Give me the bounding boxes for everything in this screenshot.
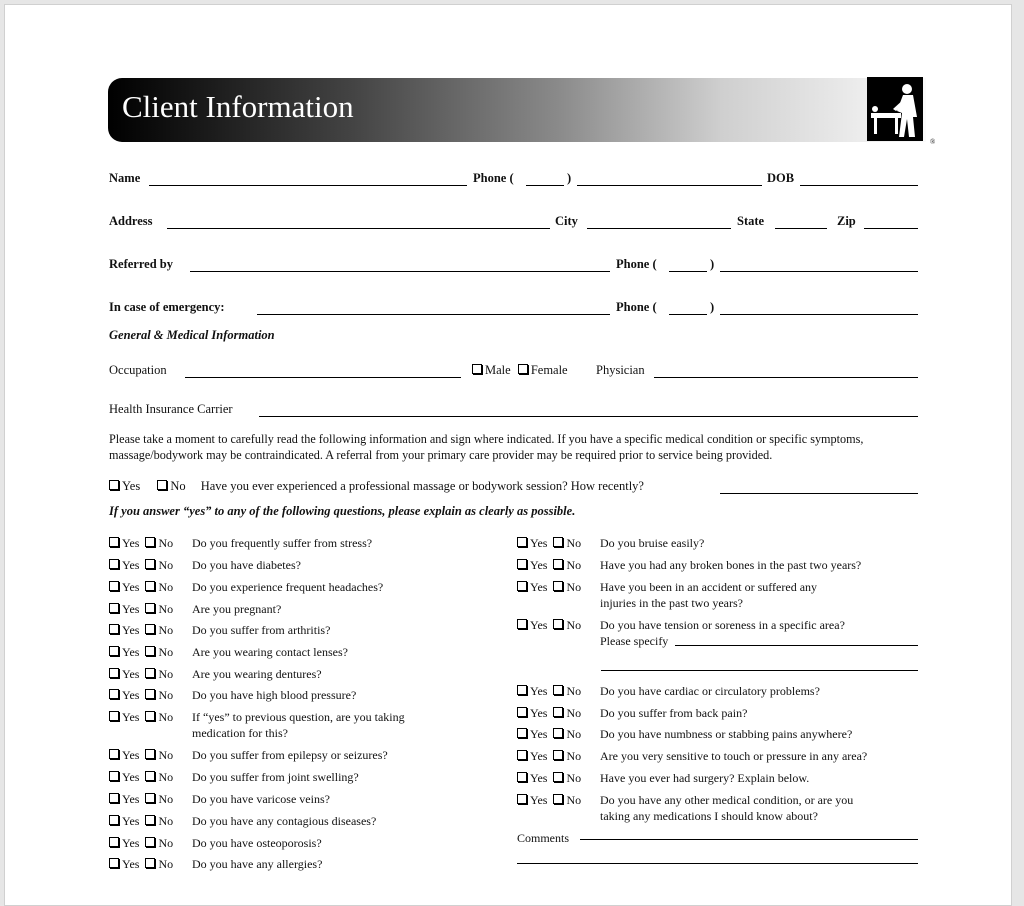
yes-no-options xyxy=(109,535,173,551)
yes-no-options xyxy=(517,535,581,551)
yes-no-options xyxy=(517,617,581,633)
yes-label: Yes xyxy=(530,706,548,720)
insurance-label: Health Insurance Carrier xyxy=(109,402,233,416)
yes-no-options xyxy=(517,748,581,764)
no-checkbox[interactable] xyxy=(145,793,155,803)
notice-paragraph: Please take a moment to carefully read the following information and sign where indicated. If you have a specific medical condition or specific symptoms, massage/bodywork may be contraindicated. A referral from your primary care provider may be required prior to service being provided. xyxy=(109,432,864,462)
yes-checkbox[interactable] xyxy=(109,793,119,803)
yes-label: Yes xyxy=(530,558,548,572)
yes-label: Yes xyxy=(122,536,140,550)
yes-label: Yes xyxy=(530,771,548,785)
state-field[interactable] xyxy=(775,228,827,229)
no-checkbox[interactable] xyxy=(145,668,155,678)
yes-no-options xyxy=(517,557,581,573)
no-checkbox[interactable] xyxy=(553,794,563,804)
page-title: Client Information xyxy=(122,89,354,124)
question-text: Do you experience frequent headaches? xyxy=(192,580,384,594)
question-text: Do you suffer from back pain? xyxy=(600,706,748,720)
question-text: Are you very sensitive to touch or pressure in any area? xyxy=(600,749,868,763)
no-label: No xyxy=(158,536,174,550)
instructions-heading: If you answer “yes” to any of the following questions, please explain as clearly as possible. xyxy=(109,504,576,518)
yes-label: Yes xyxy=(122,836,140,850)
no-label: No xyxy=(566,771,582,785)
referral-phone-label: Phone ( xyxy=(616,257,657,271)
yes-no-options xyxy=(109,709,173,725)
experience-question-text: Have you ever experienced a professional massage or bodywork session? How recently? xyxy=(200,479,644,493)
yes-no-options xyxy=(517,726,581,742)
physician-field[interactable] xyxy=(654,377,918,378)
no-label: No xyxy=(566,706,582,720)
question-text: Do you bruise easily? xyxy=(600,536,705,550)
no-label: No xyxy=(158,667,174,681)
phone-paren-close: ) xyxy=(567,171,572,185)
no-label: No xyxy=(566,536,582,550)
zip-label: Zip xyxy=(837,214,856,228)
no-checkbox[interactable] xyxy=(553,707,563,717)
no-checkbox[interactable] xyxy=(145,711,155,721)
yes-label: Yes xyxy=(530,793,548,807)
address-label: Address xyxy=(109,214,153,228)
name-label: Name xyxy=(109,171,141,185)
yes-checkbox[interactable] xyxy=(109,815,119,825)
general-medical-heading: General & Medical Information xyxy=(109,328,275,342)
no-label: No xyxy=(158,748,174,762)
no-label: No xyxy=(566,618,582,632)
question-text: Do you have high blood pressure? xyxy=(192,688,357,702)
yes-no-options xyxy=(109,835,173,851)
no-checkbox[interactable] xyxy=(145,559,155,569)
no-checkbox[interactable] xyxy=(553,772,563,782)
comments-field-2[interactable] xyxy=(517,863,918,864)
yes-checkbox[interactable] xyxy=(109,749,119,759)
question-text: Have you had any broken bones in the past two years? xyxy=(600,558,862,572)
yes-no-options xyxy=(109,622,173,638)
yes-no-options xyxy=(517,579,581,595)
no-checkbox[interactable] xyxy=(145,815,155,825)
question-text: Do you have cardiac or circulatory problems? xyxy=(600,684,820,698)
no-label: No xyxy=(158,770,174,784)
yes-checkbox[interactable] xyxy=(517,728,527,738)
yes-checkbox[interactable] xyxy=(109,711,119,721)
no-label: No xyxy=(158,623,174,637)
emergency-contact-field[interactable] xyxy=(257,314,610,315)
male-label: Male xyxy=(485,363,511,377)
no-label: No xyxy=(158,580,174,594)
yes-label: Yes xyxy=(530,727,548,741)
no-label: No xyxy=(566,727,582,741)
state-label: State xyxy=(737,214,765,228)
yes-checkbox[interactable] xyxy=(517,707,527,717)
no-checkbox[interactable] xyxy=(553,685,563,695)
question-text: Are you wearing contact lenses? xyxy=(192,645,348,659)
phone-area-code-field[interactable] xyxy=(526,185,564,186)
question-text: Do you have any allergies? xyxy=(192,857,323,871)
no-checkbox[interactable] xyxy=(145,646,155,656)
yes-checkbox[interactable] xyxy=(517,794,527,804)
yes-checkbox[interactable] xyxy=(109,646,119,656)
yes-label: Yes xyxy=(530,536,548,550)
question-text: Do you suffer from epilepsy or seizures? xyxy=(192,748,388,762)
yes-checkbox[interactable] xyxy=(517,750,527,760)
address-field[interactable] xyxy=(167,228,550,229)
question-text: Do you suffer from arthritis? xyxy=(192,623,331,637)
emergency-phone-field[interactable] xyxy=(720,314,918,315)
yes-checkbox[interactable] xyxy=(109,771,119,781)
yes-checkbox[interactable] xyxy=(517,619,527,629)
referred-by-label: Referred by xyxy=(109,257,173,271)
no-label: No xyxy=(158,857,174,871)
yes-label: Yes xyxy=(530,618,548,632)
yes-label: Yes xyxy=(122,623,140,637)
insurance-field[interactable] xyxy=(259,416,918,417)
yes-checkbox[interactable] xyxy=(517,772,527,782)
yes-label: Yes xyxy=(530,580,548,594)
no-label: No xyxy=(566,580,582,594)
yes-label: Yes xyxy=(530,749,548,763)
yes-label: Yes xyxy=(122,688,140,702)
yes-checkbox[interactable] xyxy=(109,624,119,634)
yes-checkbox[interactable] xyxy=(109,537,119,547)
yes-checkbox[interactable] xyxy=(109,858,119,868)
yes-label: Yes xyxy=(122,558,140,572)
no-checkbox[interactable] xyxy=(145,858,155,868)
no-label: No xyxy=(566,558,582,572)
experience-recency-field[interactable] xyxy=(720,493,918,494)
no-checkbox[interactable] xyxy=(145,603,155,613)
question-text: Do you have any other medical condition, or are you xyxy=(600,793,854,807)
yes-label: Yes xyxy=(122,814,140,828)
no-checkbox[interactable] xyxy=(553,619,563,629)
female-checkbox[interactable] xyxy=(518,364,528,374)
phone-label: Phone ( xyxy=(473,171,514,185)
experience-no-label: No xyxy=(170,479,186,493)
no-label: No xyxy=(566,684,582,698)
yes-label: Yes xyxy=(122,748,140,762)
question-text: Do you suffer from joint swelling? xyxy=(192,770,359,784)
yes-label: Yes xyxy=(530,684,548,698)
yes-no-options xyxy=(517,705,581,721)
gender-options xyxy=(472,363,568,378)
no-label: No xyxy=(158,792,174,806)
yes-label: Yes xyxy=(122,857,140,871)
referral-phone-paren: ) xyxy=(710,257,715,271)
emergency-phone-area-field[interactable] xyxy=(669,314,707,315)
male-checkbox[interactable] xyxy=(472,364,482,374)
yes-checkbox[interactable] xyxy=(517,537,527,547)
yes-checkbox[interactable] xyxy=(109,837,119,847)
question-text: Please specify xyxy=(600,634,669,648)
no-label: No xyxy=(158,836,174,850)
referred-by-field[interactable] xyxy=(190,271,610,272)
no-label: No xyxy=(158,645,174,659)
experience-no-checkbox[interactable] xyxy=(157,480,167,490)
physician-label: Physician xyxy=(596,363,645,377)
dob-label: DOB xyxy=(767,171,795,185)
no-checkbox[interactable] xyxy=(553,581,563,591)
yes-no-options xyxy=(109,579,173,595)
question-text: injuries in the past two years? xyxy=(600,596,743,610)
no-label: No xyxy=(158,688,174,702)
female-label: Female xyxy=(530,363,568,377)
no-label: No xyxy=(158,602,174,616)
no-label: No xyxy=(158,814,174,828)
question-text: Do you have varicose veins? xyxy=(192,792,330,806)
comments-label: Comments xyxy=(517,831,570,845)
yes-no-options xyxy=(109,687,173,703)
question-text: Have you been in an accident or suffered any xyxy=(600,580,818,594)
question-text: Do you have numbness or stabbing pains anywhere? xyxy=(600,727,853,741)
question-text: taking any medications I should know about? xyxy=(600,809,818,823)
no-label: No xyxy=(566,793,582,807)
question-text: Have you ever had surgery? Explain below. xyxy=(600,771,810,785)
yes-label: Yes xyxy=(122,792,140,806)
massage-therapist-logo-icon xyxy=(867,77,923,141)
yes-no-options xyxy=(109,666,173,682)
yes-no-options xyxy=(109,557,173,573)
no-checkbox[interactable] xyxy=(145,581,155,591)
yes-label: Yes xyxy=(122,710,140,724)
no-label: No xyxy=(158,710,174,724)
occupation-label: Occupation xyxy=(109,363,167,377)
yes-no-options xyxy=(109,856,173,872)
no-checkbox[interactable] xyxy=(145,537,155,547)
specify-area-field[interactable] xyxy=(675,645,918,646)
no-checkbox[interactable] xyxy=(145,837,155,847)
experience-question xyxy=(109,479,644,494)
question-text: Do you have osteoporosis? xyxy=(192,836,322,850)
yes-no-options xyxy=(517,770,581,786)
question-text: If “yes” to previous question, are you taking xyxy=(192,710,405,724)
no-checkbox[interactable] xyxy=(553,559,563,569)
yes-no-options xyxy=(109,644,173,660)
question-text: Do you have tension or soreness in a specific area? xyxy=(600,618,845,632)
yes-no-options xyxy=(109,769,173,785)
yes-no-options xyxy=(109,601,173,617)
phone-number-field[interactable] xyxy=(577,185,762,186)
question-text: Are you wearing dentures? xyxy=(192,667,322,681)
yes-checkbox[interactable] xyxy=(109,559,119,569)
no-checkbox[interactable] xyxy=(145,749,155,759)
question-text: medication for this? xyxy=(192,726,288,740)
question-text: Do you frequently suffer from stress? xyxy=(192,536,373,550)
yes-checkbox[interactable] xyxy=(517,581,527,591)
yes-checkbox[interactable] xyxy=(109,581,119,591)
yes-checkbox[interactable] xyxy=(517,685,527,695)
no-checkbox[interactable] xyxy=(145,689,155,699)
form-page xyxy=(4,4,1012,906)
question-text: Do you have any contagious diseases? xyxy=(192,814,377,828)
name-field[interactable] xyxy=(149,185,467,186)
no-checkbox[interactable] xyxy=(553,750,563,760)
experience-yes-checkbox[interactable] xyxy=(109,480,119,490)
no-label: No xyxy=(158,558,174,572)
registered-mark: ® xyxy=(930,138,936,146)
no-checkbox[interactable] xyxy=(145,624,155,634)
city-field[interactable] xyxy=(587,228,731,229)
yes-label: Yes xyxy=(122,645,140,659)
yes-no-options xyxy=(517,683,581,699)
yes-label: Yes xyxy=(122,770,140,784)
dob-field[interactable] xyxy=(800,185,918,186)
yes-checkbox[interactable] xyxy=(109,689,119,699)
no-label: No xyxy=(566,749,582,763)
question-text: Do you have diabetes? xyxy=(192,558,301,572)
no-checkbox[interactable] xyxy=(553,537,563,547)
emergency-phone-label: Phone ( xyxy=(616,300,657,314)
yes-label: Yes xyxy=(122,602,140,616)
yes-label: Yes xyxy=(122,667,140,681)
yes-checkbox[interactable] xyxy=(109,668,119,678)
comments-field[interactable] xyxy=(580,839,918,840)
yes-no-options xyxy=(109,791,173,807)
zip-field[interactable] xyxy=(864,228,918,229)
city-label: City xyxy=(555,214,578,228)
yes-no-options xyxy=(109,813,173,829)
question-text: Are you pregnant? xyxy=(192,602,282,616)
experience-yes-label: Yes xyxy=(122,479,141,493)
occupation-field[interactable] xyxy=(185,377,461,378)
emergency-phone-paren: ) xyxy=(710,300,715,314)
specify-area-field-2[interactable] xyxy=(601,670,918,671)
emergency-label: In case of emergency: xyxy=(109,300,225,314)
yes-no-options xyxy=(517,792,581,808)
yes-no-options xyxy=(109,747,173,763)
yes-checkbox[interactable] xyxy=(517,559,527,569)
no-checkbox[interactable] xyxy=(553,728,563,738)
no-checkbox[interactable] xyxy=(145,771,155,781)
yes-label: Yes xyxy=(122,580,140,594)
referral-phone-area-field[interactable] xyxy=(669,271,707,272)
referral-phone-field[interactable] xyxy=(720,271,918,272)
yes-checkbox[interactable] xyxy=(109,603,119,613)
